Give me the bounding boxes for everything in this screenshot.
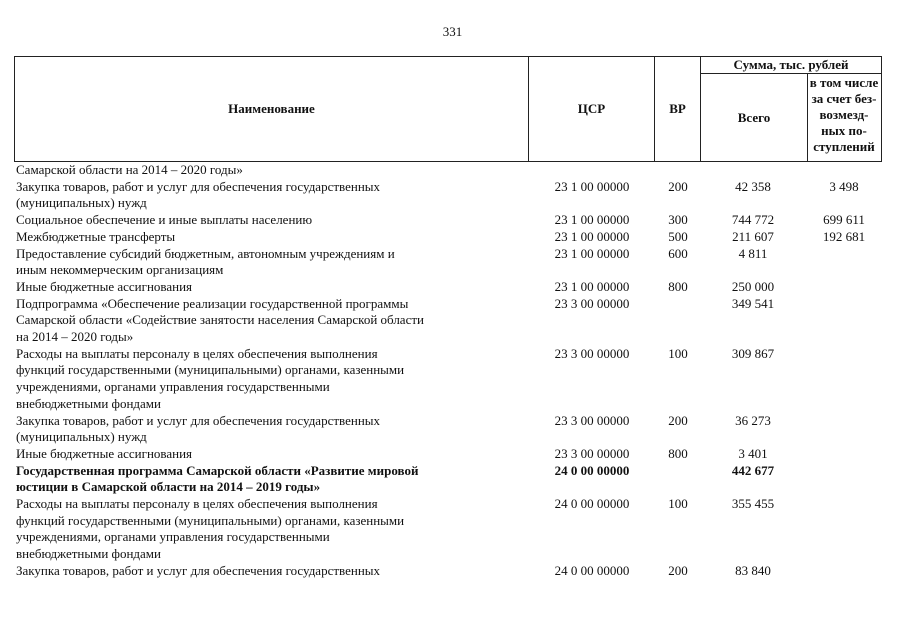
row-total: 349 541 bbox=[731, 295, 775, 311]
row-nonrepayable: 192 681 bbox=[822, 228, 866, 244]
row-csr: 23 1 00 00000 bbox=[554, 178, 630, 194]
row-name-line: иным некоммерческим организациям bbox=[16, 262, 224, 278]
row-name bbox=[14, 413, 516, 446]
header-sum-title: Сумма, тыс. рублей bbox=[701, 57, 881, 74]
table-row bbox=[14, 212, 882, 229]
row-name-line: Закупка товаров, работ и услуг для обеспечения государственных bbox=[16, 178, 381, 194]
row-name-line: учреждениями, органами управления государственными bbox=[16, 379, 330, 395]
row-name-line: Расходы на выплаты персоналу в целях обеспечения выполнения bbox=[16, 345, 378, 361]
row-csr: 23 3 00 00000 bbox=[554, 345, 630, 361]
row-name-line: функций государственными (муниципальными) органами, казенными bbox=[16, 362, 405, 378]
table-row bbox=[14, 229, 882, 246]
row-vr: 600 bbox=[668, 245, 688, 261]
row-total: 355 455 bbox=[731, 496, 775, 512]
header-name: Наименование bbox=[228, 101, 315, 116]
table-body bbox=[14, 162, 882, 580]
row-name-line: Предоставление субсидий бюджетным, автономным учреждениям и bbox=[16, 245, 395, 261]
table-row bbox=[14, 346, 882, 413]
row-total: 442 677 bbox=[731, 462, 775, 478]
row-name-line: на 2014 – 2020 годы» bbox=[16, 329, 134, 345]
row-csr: 23 1 00 00000 bbox=[554, 228, 630, 244]
row-name-line: Закупка товаров, работ и услуг для обеспечения государственных bbox=[16, 562, 381, 578]
row-total: 211 607 bbox=[732, 228, 774, 244]
row-name-line: Самарской области на 2014 – 2020 годы» bbox=[16, 162, 243, 177]
row-name-line: Государственная программа Самарской области «Развитие мировой bbox=[16, 462, 419, 478]
row-total: 83 840 bbox=[735, 562, 771, 578]
header-csr-cell bbox=[529, 57, 655, 161]
row-name-line: внебюджетными фондами bbox=[16, 395, 161, 411]
budget-table bbox=[14, 56, 882, 580]
table-row bbox=[14, 463, 882, 496]
row-name-line: Закупка товаров, работ и услуг для обеспечения государственных bbox=[16, 412, 381, 428]
page-number: 331 bbox=[442, 24, 463, 39]
row-vr: 800 bbox=[668, 445, 688, 461]
row-csr: 24 0 00 00000 bbox=[554, 496, 630, 512]
row-name bbox=[14, 162, 516, 179]
header-nonrepayable bbox=[807, 74, 881, 161]
row-name bbox=[14, 229, 516, 246]
row-nonrepayable: 3 498 bbox=[829, 178, 859, 194]
row-name-line: Иные бюджетные ассигнования bbox=[16, 445, 193, 461]
header-total-cell bbox=[701, 74, 808, 161]
header-nonrep-line: ных по- bbox=[821, 123, 867, 138]
header-name-cell bbox=[15, 57, 529, 161]
header-total: Всего bbox=[737, 109, 771, 125]
row-name bbox=[14, 563, 516, 580]
row-vr: 200 bbox=[668, 412, 688, 428]
row-vr: 200 bbox=[668, 178, 688, 194]
row-name bbox=[14, 346, 516, 413]
row-vr: 200 bbox=[668, 562, 688, 578]
row-vr: 100 bbox=[668, 345, 688, 361]
header-nonrep-line: в том числе bbox=[809, 75, 879, 90]
row-name-line: учреждениями, органами управления государственными bbox=[16, 529, 330, 545]
header-vr: ВР bbox=[669, 101, 686, 116]
row-total: 744 772 bbox=[731, 212, 775, 228]
row-total: 4 811 bbox=[738, 245, 768, 261]
row-name bbox=[14, 212, 516, 229]
table-row bbox=[14, 413, 882, 446]
row-csr: 23 1 00 00000 bbox=[554, 278, 630, 294]
row-name-line: Иные бюджетные ассигнования bbox=[16, 278, 193, 294]
row-vr: 800 bbox=[668, 278, 688, 294]
row-csr: 23 3 00 00000 bbox=[554, 295, 630, 311]
row-nonrepayable: 699 611 bbox=[823, 212, 865, 228]
header-csr: ЦСР bbox=[577, 101, 606, 116]
row-name-line: Расходы на выплаты персоналу в целях обеспечения выполнения bbox=[16, 496, 378, 512]
row-name bbox=[14, 463, 516, 496]
table-row bbox=[14, 279, 882, 296]
row-vr: 500 bbox=[668, 228, 688, 244]
row-name bbox=[14, 246, 516, 279]
row-csr: 23 1 00 00000 bbox=[554, 245, 630, 261]
table-header bbox=[14, 56, 882, 162]
row-total: 36 273 bbox=[735, 412, 771, 428]
row-total: 3 401 bbox=[738, 445, 768, 461]
table-row bbox=[14, 179, 882, 212]
row-name-line: Подпрограмма «Обеспечение реализации государственной программы bbox=[16, 295, 409, 311]
row-total: 309 867 bbox=[731, 345, 775, 361]
table-row bbox=[14, 446, 882, 463]
header-sum-cell bbox=[701, 57, 881, 161]
row-csr: 24 0 00 00000 bbox=[554, 562, 630, 578]
table-row bbox=[14, 296, 882, 346]
header-vr-cell bbox=[655, 57, 701, 161]
row-csr: 23 3 00 00000 bbox=[554, 445, 630, 461]
row-name bbox=[14, 296, 516, 346]
header-nonrep-line: за счет без- bbox=[811, 91, 877, 106]
table-row bbox=[14, 162, 882, 179]
row-name bbox=[14, 496, 516, 563]
row-name-line: юстиции в Самарской области на 2014 – 2019 годы» bbox=[16, 479, 321, 495]
row-csr: 23 3 00 00000 bbox=[554, 412, 630, 428]
table-row bbox=[14, 496, 882, 563]
row-total: 250 000 bbox=[731, 278, 775, 294]
row-name-line: функций государственными (муниципальными) органами, казенными bbox=[16, 512, 405, 528]
row-name-line: Социальное обеспечение и иные выплаты населению bbox=[16, 212, 313, 228]
row-total: 42 358 bbox=[735, 178, 771, 194]
row-csr: 24 0 00 00000 bbox=[554, 462, 630, 478]
table-row bbox=[14, 246, 882, 279]
header-nonrep-line: ступлений bbox=[813, 139, 875, 154]
row-name-line: (муниципальных) нужд bbox=[16, 195, 147, 211]
table-row bbox=[14, 563, 882, 580]
row-name-line: Межбюджетные трансферты bbox=[16, 228, 176, 244]
row-vr: 300 bbox=[668, 212, 688, 228]
row-name bbox=[14, 446, 516, 463]
row-name-line: внебюджетными фондами bbox=[16, 546, 161, 562]
header-nonrep-line: возмезд- bbox=[819, 107, 869, 122]
row-name-line: Самарской области «Содействие занятости населения Самарской области bbox=[16, 312, 424, 328]
row-name bbox=[14, 279, 516, 296]
row-vr: 100 bbox=[668, 496, 688, 512]
row-csr: 23 1 00 00000 bbox=[554, 212, 630, 228]
row-name-line: (муниципальных) нужд bbox=[16, 429, 147, 445]
row-name bbox=[14, 179, 516, 212]
